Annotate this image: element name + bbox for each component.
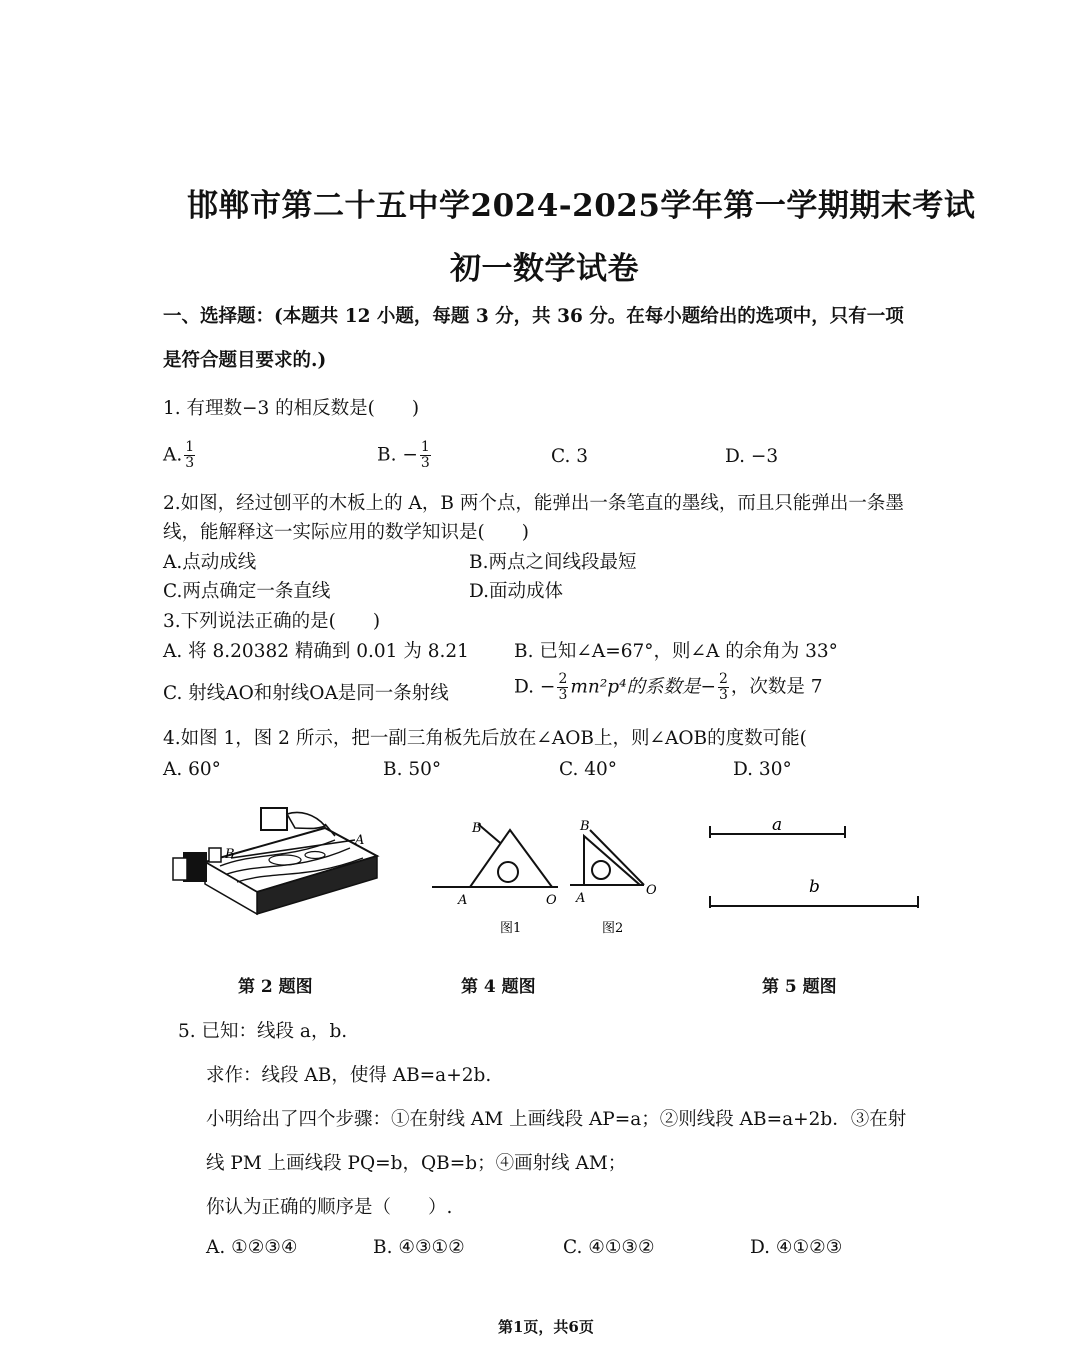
- fig-q4-a1: A: [458, 893, 468, 908]
- fig-q5-label-a: a: [772, 815, 783, 835]
- q1-option-a: A. $\frac{1}{3}$: [163, 439, 195, 471]
- q4-stem: 4.如图 1，图 2 所示，把一副三角板先后放在∠AOB上，则∠AOB的度数可能(: [163, 728, 807, 749]
- q5-option-d: D. ④①②③: [750, 1237, 843, 1258]
- fig-q4-b2: B: [580, 819, 590, 834]
- q2-option-d: D.面动成体: [469, 581, 564, 602]
- fig-q4-b1: B: [472, 821, 482, 836]
- figure-q5-segments: [700, 812, 930, 917]
- page-footer: 第1页，共6页: [498, 1318, 594, 1336]
- q4-option-d: D. 30°: [733, 759, 792, 780]
- caption-q2: 第 2 题图: [238, 977, 313, 997]
- fig-q4-a2: A: [576, 891, 586, 906]
- exam-title: 邯郸市第二十五中学2024-2025学年第一学期期末考试: [187, 188, 976, 224]
- q2-stem-line1: 2.如图，经过刨平的木板上的 A，B 两个点，能弹出一条笔直的墨线，而且只能弹出一条墨: [163, 493, 904, 514]
- q5-steps-line2: 线 PM 上画线段 PQ=b，QB=b；④画射线 AM；: [206, 1153, 627, 1174]
- figure-q4-fig1: [428, 812, 568, 937]
- q2-option-b: B.两点之间线段最短: [469, 552, 637, 573]
- q5-steps-line1: 小明给出了四个步骤：①在射线 AM 上画线段 AP=a；②则线段 AB=a+2b．③在射: [206, 1109, 907, 1130]
- q5-stem: 5. 已知：线段 a，b.: [178, 1021, 348, 1042]
- q3-stem: 3.下列说法正确的是( ): [163, 611, 381, 632]
- q2-stem-line2: 线，能解释这一实际应用的数学知识是( ): [163, 522, 529, 543]
- q1-option-d: D. −3: [725, 446, 779, 467]
- q5-option-b: B. ④③①②: [373, 1237, 465, 1258]
- figure-q2-wood-plank: [165, 800, 390, 920]
- fig-q4-caption2: 图2: [602, 921, 624, 936]
- q2-option-a: A.点动成线: [163, 552, 257, 573]
- fig-q4-o2: O: [646, 883, 657, 898]
- q3-option-c: C. 射线AO和射线OA是同一条射线: [163, 683, 449, 704]
- q5-question: 你认为正确的顺序是（ ）.: [206, 1197, 453, 1218]
- fig-q2-label-a: A: [355, 833, 365, 848]
- fig-q4-caption1: 图1: [500, 921, 522, 936]
- q2-option-c: C.两点确定一条直线: [163, 581, 331, 602]
- q1-option-c: C. 3: [551, 446, 589, 467]
- q4-option-c: C. 40°: [559, 759, 618, 780]
- figure-q4-fig2: [568, 812, 668, 937]
- section-instructions-line2: 是符合题目要求的.): [163, 350, 327, 371]
- q3-option-a: A. 将 8.20382 精确到 0.01 为 8.21: [163, 641, 469, 662]
- q4-option-b: B. 50°: [383, 759, 442, 780]
- q3-option-d: D. − $\frac{2}{3}$ mn²p⁴的系数是− $\frac{2}{3}$ ，次数是 7: [514, 671, 823, 703]
- fig-q5-label-b: b: [809, 877, 820, 897]
- section-instructions-line1: 一、选择题：(本题共 12 小题，每题 3 分，共 36 分。在每小题给出的选项中，只有一项: [163, 306, 904, 327]
- caption-q4: 第 4 题图: [461, 977, 536, 997]
- caption-q5: 第 5 题图: [762, 977, 837, 997]
- fig-q4-o1: O: [546, 893, 557, 908]
- q5-option-a: A. ①②③④: [206, 1237, 298, 1258]
- q4-option-a: A. 60°: [163, 759, 221, 780]
- q1-stem: 1. 有理数−3 的相反数是( ): [163, 398, 420, 419]
- q5-option-c: C. ④①③②: [563, 1237, 655, 1258]
- q5-construct: 求作：线段 AB，使得 AB=a+2b.: [206, 1065, 492, 1086]
- q1-option-b: B. − $\frac{1}{3}$: [377, 439, 430, 471]
- q3-option-b: B. 已知∠A=67°，则∠A 的余角为 33°: [514, 641, 838, 662]
- fig-q2-label-b: B: [225, 847, 235, 862]
- exam-subtitle: 初一数学试卷: [450, 251, 639, 287]
